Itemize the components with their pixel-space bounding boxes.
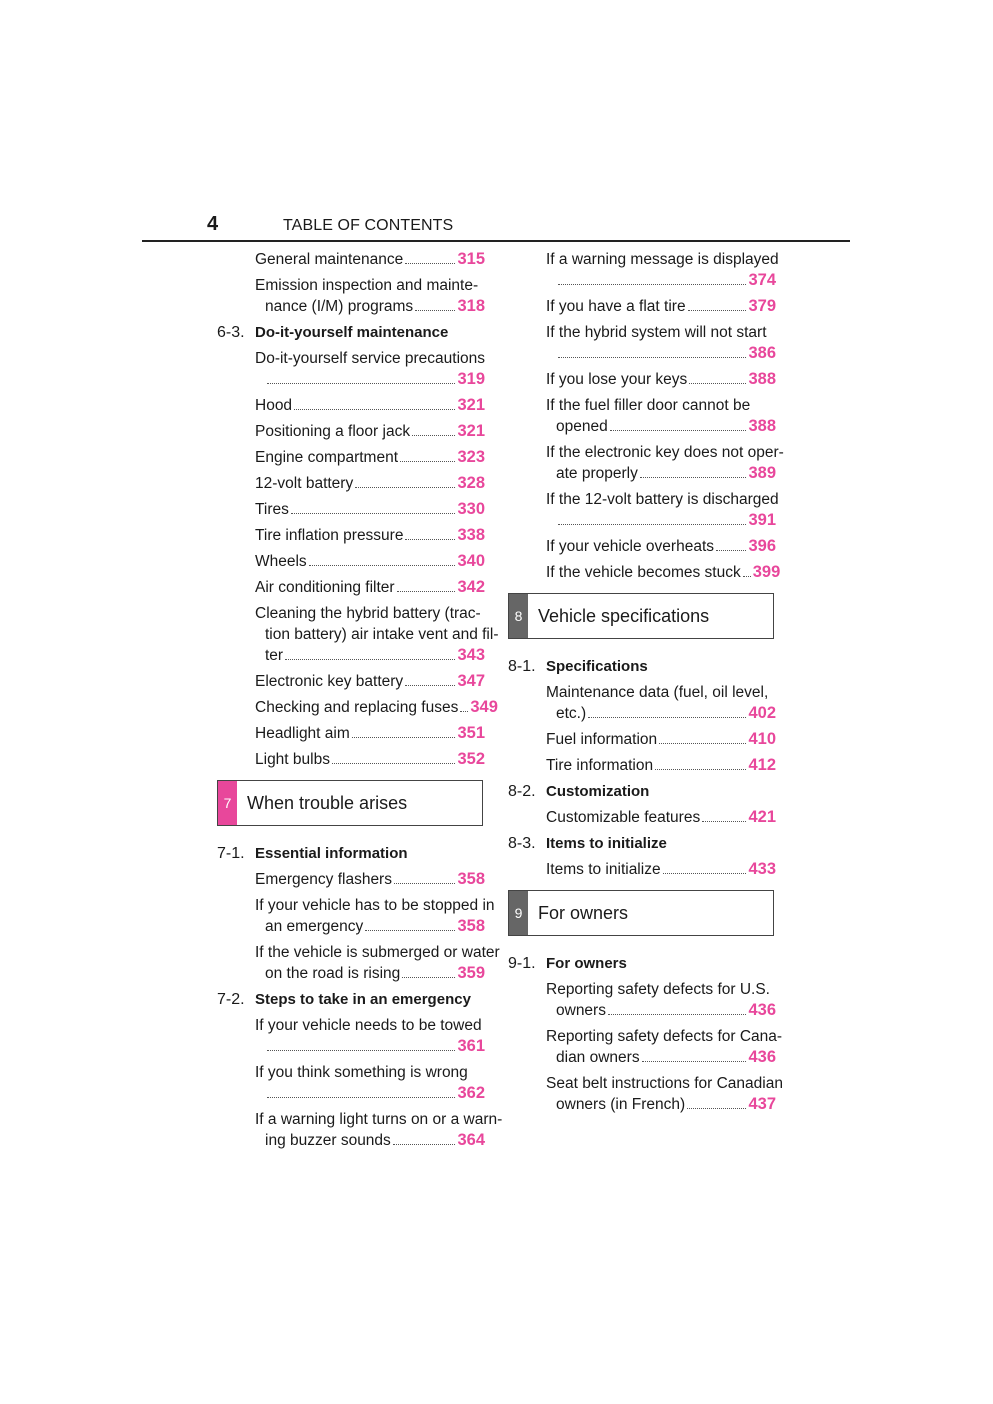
toc-entry-text: ing buzzer sounds bbox=[265, 1132, 391, 1149]
subsection-title: Steps to take in an emergency bbox=[255, 991, 471, 1008]
toc-entry-text: If the hybrid system will not start bbox=[546, 324, 767, 341]
toc-entry[interactable] bbox=[217, 551, 485, 572]
toc-entry-text: dian owners bbox=[556, 1049, 640, 1066]
subsection-title: Items to initialize bbox=[546, 835, 667, 852]
page-ref[interactable]: 436 bbox=[748, 1001, 776, 1019]
toc-entry[interactable] bbox=[508, 682, 776, 724]
toc-entry[interactable] bbox=[217, 348, 485, 390]
dot-leader bbox=[588, 716, 746, 718]
toc-entry-text: If your vehicle overheats bbox=[546, 538, 715, 555]
page-ref[interactable]: 421 bbox=[748, 808, 776, 826]
dot-leader bbox=[365, 929, 455, 931]
toc-entry-text: an emergency bbox=[265, 918, 364, 935]
toc-entry-text: opened bbox=[556, 418, 608, 435]
toc-entry-text: Engine compartment bbox=[255, 449, 399, 466]
subsection-number: 8-3. bbox=[508, 835, 536, 852]
dot-leader bbox=[267, 382, 455, 384]
toc-entry[interactable] bbox=[508, 249, 779, 291]
toc-entry-text: If you lose your keys bbox=[546, 371, 688, 388]
toc-entry-text: on the road is rising bbox=[265, 965, 401, 982]
subsection-title: Do-it-yourself maintenance bbox=[255, 324, 449, 341]
toc-entry[interactable] bbox=[508, 979, 776, 1021]
toc-entry-text: Cleaning the hybrid battery (trac- bbox=[255, 605, 481, 622]
page-ref[interactable]: 386 bbox=[748, 344, 776, 362]
subsection-7-1[interactable] bbox=[217, 843, 485, 864]
toc-entry-text: Headlight aim bbox=[255, 725, 350, 742]
dot-leader bbox=[352, 736, 456, 738]
dot-leader bbox=[663, 872, 747, 874]
toc-entry-text: 12-volt battery bbox=[255, 475, 354, 492]
page-ref[interactable]: 437 bbox=[748, 1095, 776, 1113]
toc-entry-text: If the vehicle becomes stuck bbox=[546, 564, 741, 581]
page-ref[interactable]: 342 bbox=[457, 578, 485, 596]
page-ref[interactable]: 433 bbox=[748, 860, 776, 878]
dot-leader bbox=[687, 1107, 746, 1109]
toc-entry[interactable] bbox=[217, 942, 500, 984]
chapter-title: When trouble arises bbox=[247, 792, 408, 813]
toc-entry[interactable] bbox=[508, 395, 776, 437]
toc-entry-text: If the vehicle is submerged or water bbox=[255, 944, 500, 961]
page-ref[interactable]: 362 bbox=[457, 1084, 485, 1102]
dot-leader bbox=[642, 1060, 747, 1062]
page-ref[interactable]: 347 bbox=[457, 672, 485, 690]
page-ref[interactable]: 351 bbox=[457, 724, 485, 742]
subsection-6-3[interactable] bbox=[217, 322, 485, 343]
toc-entry-text: Do-it-yourself service precautions bbox=[255, 350, 486, 367]
page-ref[interactable]: 358 bbox=[457, 870, 485, 888]
subsection-number: 8-2. bbox=[508, 783, 536, 800]
dot-leader bbox=[610, 429, 747, 431]
toc-entry[interactable] bbox=[508, 729, 776, 750]
dot-leader bbox=[405, 538, 455, 540]
toc-entry[interactable] bbox=[508, 807, 776, 828]
toc-entry[interactable] bbox=[217, 1109, 503, 1151]
toc-entry-text: If you think something is wrong bbox=[255, 1064, 468, 1081]
toc-entry-text: Tire information bbox=[546, 757, 654, 774]
dot-leader bbox=[397, 590, 456, 592]
page-ref[interactable]: 359 bbox=[457, 964, 485, 982]
toc-entry-text: If a warning message is displayed bbox=[546, 251, 779, 268]
page-ref[interactable]: 340 bbox=[457, 552, 485, 570]
toc-entry-text: Checking and replacing fuses bbox=[255, 699, 459, 716]
toc-entry[interactable] bbox=[508, 536, 776, 557]
toc-entry-text: Air conditioning filter bbox=[255, 579, 395, 596]
toc-entry[interactable] bbox=[217, 421, 485, 442]
chapter-9-banner[interactable] bbox=[508, 890, 774, 936]
subsection-number: 9-1. bbox=[508, 955, 536, 972]
toc-entry[interactable] bbox=[508, 1073, 783, 1115]
toc-entry[interactable] bbox=[508, 562, 781, 583]
page-ref[interactable]: 358 bbox=[457, 917, 485, 935]
page-ref[interactable]: 391 bbox=[748, 511, 776, 529]
chapter-tab: 9 bbox=[509, 891, 528, 935]
dot-leader bbox=[393, 1143, 456, 1145]
toc-entry[interactable] bbox=[217, 525, 485, 546]
toc-entry[interactable] bbox=[217, 577, 485, 598]
toc-left-column bbox=[217, 249, 503, 1156]
toc-entry-text: Emission inspection and mainte- bbox=[255, 277, 479, 294]
toc-entry[interactable] bbox=[217, 671, 485, 692]
toc-entry-text: Items to initialize bbox=[546, 861, 661, 878]
toc-entry-text: General maintenance bbox=[255, 251, 404, 268]
page-ref[interactable]: 364 bbox=[457, 1131, 485, 1149]
toc-entry-text: If you have a flat tire bbox=[546, 298, 686, 315]
subsection-8-1[interactable] bbox=[508, 656, 776, 677]
toc-entry-text: Tires bbox=[255, 501, 289, 518]
header-rule bbox=[142, 240, 850, 242]
toc-entry-text: Emergency flashers bbox=[255, 871, 392, 888]
page-ref[interactable]: 319 bbox=[457, 370, 485, 388]
toc-entry[interactable] bbox=[217, 275, 485, 317]
toc-entry[interactable] bbox=[217, 697, 498, 718]
toc-entry[interactable] bbox=[217, 895, 495, 937]
page-ref[interactable]: 330 bbox=[457, 500, 485, 518]
toc-entry[interactable] bbox=[217, 499, 485, 520]
toc-entry[interactable] bbox=[217, 723, 485, 744]
dot-leader bbox=[716, 549, 746, 551]
toc-entry-text: If the 12-volt battery is discharged bbox=[546, 491, 779, 508]
dot-leader bbox=[415, 309, 455, 311]
toc-entry[interactable] bbox=[508, 322, 776, 364]
subsection-number: 7-1. bbox=[217, 845, 245, 862]
toc-entry[interactable] bbox=[217, 1062, 485, 1104]
page-title: TABLE OF CONTENTS bbox=[283, 217, 454, 234]
toc-entry[interactable] bbox=[508, 1026, 783, 1068]
toc-entry-text: tion battery) air intake vent and fil- bbox=[265, 626, 499, 643]
toc-entry-text: Seat belt instructions for Canadian bbox=[546, 1075, 783, 1092]
dot-leader bbox=[743, 575, 751, 577]
dot-leader bbox=[688, 309, 747, 311]
page-ref[interactable]: 412 bbox=[748, 756, 776, 774]
page-ref[interactable]: 361 bbox=[457, 1037, 485, 1055]
dot-leader bbox=[558, 283, 746, 285]
toc-entry-text: If the electronic key does not oper- bbox=[546, 444, 784, 461]
dot-leader bbox=[267, 1096, 455, 1098]
dot-leader bbox=[309, 564, 456, 566]
dot-leader bbox=[394, 882, 455, 884]
toc-entry[interactable] bbox=[508, 755, 776, 776]
toc-entry[interactable] bbox=[508, 489, 779, 531]
chapter-tab: 8 bbox=[509, 594, 528, 638]
dot-leader bbox=[659, 742, 746, 744]
toc-entry-text: Reporting safety defects for Cana- bbox=[546, 1028, 783, 1045]
dot-leader bbox=[402, 976, 455, 978]
page-ref[interactable]: 396 bbox=[748, 537, 776, 555]
toc-entry-text: Customizable features bbox=[546, 809, 701, 826]
toc-entry[interactable] bbox=[508, 859, 776, 880]
toc-entry-text: owners bbox=[556, 1002, 606, 1019]
toc-entry-text: Light bulbs bbox=[255, 751, 330, 768]
dot-leader bbox=[294, 408, 455, 410]
dot-leader bbox=[400, 460, 455, 462]
toc-entry-text: ter bbox=[265, 647, 284, 664]
page-ref[interactable]: 328 bbox=[457, 474, 485, 492]
dot-leader bbox=[332, 762, 455, 764]
toc-entry[interactable] bbox=[217, 473, 485, 494]
page-ref[interactable]: 315 bbox=[457, 250, 485, 268]
toc-entry-text: Reporting safety defects for U.S. bbox=[546, 981, 770, 998]
page-ref[interactable]: 321 bbox=[457, 422, 485, 440]
dot-leader bbox=[558, 523, 746, 525]
dot-leader bbox=[640, 476, 747, 478]
dot-leader bbox=[405, 262, 455, 264]
toc-entry-text: If the fuel filler door cannot be bbox=[546, 397, 751, 414]
chapter-8-banner[interactable] bbox=[508, 593, 774, 639]
toc-entry-text: If your vehicle has to be stopped in bbox=[255, 897, 495, 914]
page-ref[interactable]: 343 bbox=[457, 646, 485, 664]
page-ref[interactable]: 321 bbox=[457, 396, 485, 414]
toc-entry-text: Fuel information bbox=[546, 731, 658, 748]
dot-leader bbox=[608, 1013, 747, 1015]
dot-leader bbox=[267, 1049, 455, 1051]
toc-entry-text: Maintenance data (fuel, oil level, bbox=[546, 684, 769, 701]
toc-entry-text: nance (I/M) programs bbox=[265, 298, 414, 315]
toc-entry[interactable] bbox=[217, 249, 485, 270]
dot-leader bbox=[285, 658, 455, 660]
subsection-8-2[interactable] bbox=[508, 781, 776, 802]
toc-right-column bbox=[508, 249, 784, 1120]
toc-entry[interactable] bbox=[217, 447, 485, 468]
toc-entry[interactable] bbox=[508, 296, 776, 317]
subsection-title: Essential information bbox=[255, 845, 408, 862]
page-ref[interactable]: 436 bbox=[748, 1048, 776, 1066]
page-number: 4 bbox=[207, 213, 219, 235]
subsection-number: 6-3. bbox=[217, 324, 245, 341]
dot-leader bbox=[405, 684, 455, 686]
toc-entry-text: If a warning light turns on or a warn- bbox=[255, 1111, 503, 1128]
page-ref[interactable]: 374 bbox=[748, 271, 776, 289]
chapter-7-banner[interactable] bbox=[217, 780, 483, 826]
subsection-9-1[interactable] bbox=[508, 953, 776, 974]
toc-entry-text: Hood bbox=[255, 397, 293, 414]
toc-entry-text: Tire inflation pressure bbox=[255, 527, 404, 544]
chapter-tab: 7 bbox=[218, 781, 237, 825]
toc-entry[interactable] bbox=[217, 869, 485, 890]
page-ref[interactable]: 349 bbox=[470, 698, 498, 716]
toc-entry[interactable] bbox=[217, 1015, 485, 1057]
toc-entry[interactable] bbox=[217, 749, 485, 770]
subsection-title: Customization bbox=[546, 783, 650, 800]
toc-entry[interactable] bbox=[508, 442, 784, 484]
subsection-title: Specifications bbox=[546, 658, 648, 675]
page-ref[interactable]: 352 bbox=[457, 750, 485, 768]
toc-entry-text: Positioning a floor jack bbox=[255, 423, 411, 440]
dot-leader bbox=[558, 356, 746, 358]
dot-leader bbox=[355, 486, 455, 488]
subsection-8-3[interactable] bbox=[508, 833, 776, 854]
page-ref[interactable]: 388 bbox=[748, 417, 776, 435]
toc-entry-text: Electronic key battery bbox=[255, 673, 404, 690]
toc-entry[interactable] bbox=[217, 395, 485, 416]
page-ref[interactable]: 318 bbox=[457, 297, 485, 315]
subsection-number: 8-1. bbox=[508, 658, 536, 675]
subsection-7-2[interactable] bbox=[217, 989, 485, 1010]
page-ref[interactable]: 402 bbox=[748, 704, 776, 722]
toc-entry-text: If your vehicle needs to be towed bbox=[255, 1017, 482, 1034]
page-ref[interactable]: 379 bbox=[748, 297, 776, 315]
page-ref[interactable]: 389 bbox=[748, 464, 776, 482]
dot-leader bbox=[412, 434, 455, 436]
page-ref[interactable]: 388 bbox=[748, 370, 776, 388]
dot-leader bbox=[291, 512, 456, 514]
page-ref[interactable]: 338 bbox=[457, 526, 485, 544]
toc-entry-text: ate properly bbox=[556, 465, 638, 482]
subsection-title: For owners bbox=[546, 955, 627, 972]
chapter-title: Vehicle specifications bbox=[538, 605, 710, 626]
toc-entry[interactable] bbox=[508, 369, 776, 390]
dot-leader bbox=[460, 710, 468, 712]
dot-leader bbox=[689, 382, 746, 384]
dot-leader bbox=[655, 768, 746, 770]
chapter-title: For owners bbox=[538, 902, 629, 923]
dot-leader bbox=[702, 820, 746, 822]
toc-entry-text: owners (in French) bbox=[556, 1096, 686, 1113]
toc-entry[interactable] bbox=[217, 603, 499, 666]
toc-entry-text: etc.) bbox=[556, 705, 587, 722]
page-ref[interactable]: 410 bbox=[748, 730, 776, 748]
page-ref[interactable]: 323 bbox=[457, 448, 485, 466]
toc-entry-text: Wheels bbox=[255, 553, 307, 570]
page-ref[interactable]: 399 bbox=[752, 563, 781, 581]
subsection-number: 7-2. bbox=[217, 991, 245, 1008]
